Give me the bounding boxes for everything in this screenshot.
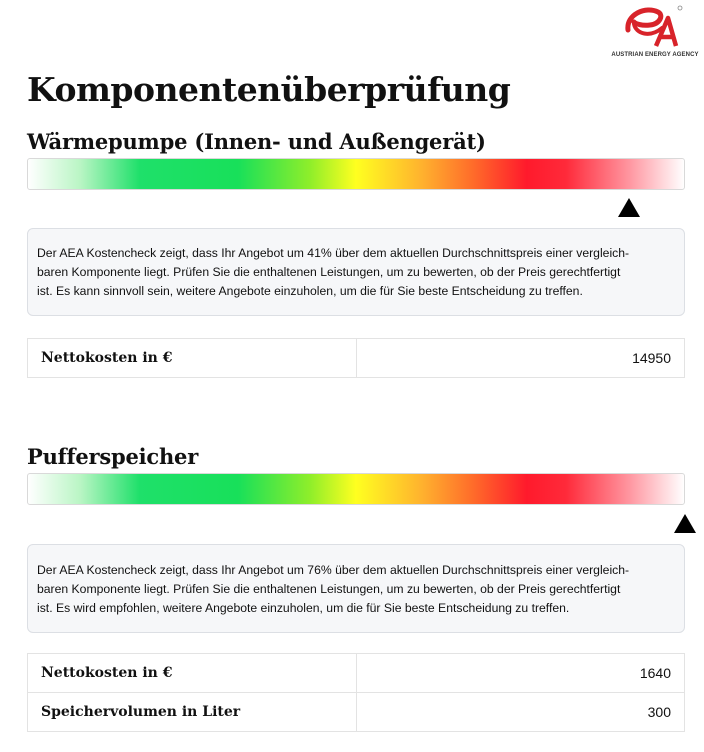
- table-row: [28, 693, 685, 732]
- info-box: [27, 544, 685, 633]
- section-title: Wärmepumpe (Innen- und Außengerät): [27, 129, 486, 154]
- info-line: ist. Es kann sinnvoll sein, weitere Angebote einzuholen, um die für Sie beste Entscheidung zu treffen.: [37, 284, 583, 298]
- row-label: Speichervolumen in Liter: [28, 693, 357, 732]
- row-value: 14950: [357, 339, 685, 378]
- aea-logo-mark-icon: [606, 0, 704, 52]
- logo-caption: AUSTRIAN ENERGY AGENCY: [611, 52, 699, 58]
- row-label: Nettokosten in €: [28, 339, 357, 378]
- section-waermepumpe: [27, 128, 685, 388]
- page-title: Komponentenüberprüfung: [27, 70, 511, 109]
- info-line: baren Komponente liegt. Prüfen Sie die enthaltenen Leistungen, um zu bewerten, ob der Preis gerechtfertigt: [37, 582, 621, 596]
- info-box: [27, 228, 685, 316]
- row-value: 300: [357, 693, 685, 732]
- row-label: Nettokosten in €: [28, 654, 357, 693]
- section-title: Pufferspeicher: [27, 444, 199, 469]
- info-line: Der AEA Kostencheck zeigt, dass Ihr Angebot um 76% über dem aktuellen Durchschnittspreis einer vergleich-: [37, 563, 630, 577]
- price-scale-bar: [27, 158, 685, 190]
- price-marker-icon: [618, 198, 640, 217]
- table-row: [28, 654, 685, 693]
- cost-table: [27, 338, 685, 378]
- cost-table: [27, 653, 685, 732]
- section-pufferspeicher: [27, 443, 685, 743]
- table-row: [28, 339, 685, 378]
- aea-logo: [606, 0, 704, 66]
- info-line: ist. Es wird empfohlen, weitere Angebote einzuholen, um die für Sie beste Entscheidung zu treffen.: [37, 601, 570, 615]
- info-line: baren Komponente liegt. Prüfen Sie die enthaltenen Leistungen, um zu bewerten, ob der Preis gerechtfertigt: [37, 265, 621, 279]
- price-marker-icon: [674, 514, 696, 533]
- row-value: 1640: [357, 654, 685, 693]
- info-line: Der AEA Kostencheck zeigt, dass Ihr Angebot um 41% über dem aktuellen Durchschnittspreis einer vergleich-: [37, 246, 630, 260]
- price-scale-bar: [27, 473, 685, 505]
